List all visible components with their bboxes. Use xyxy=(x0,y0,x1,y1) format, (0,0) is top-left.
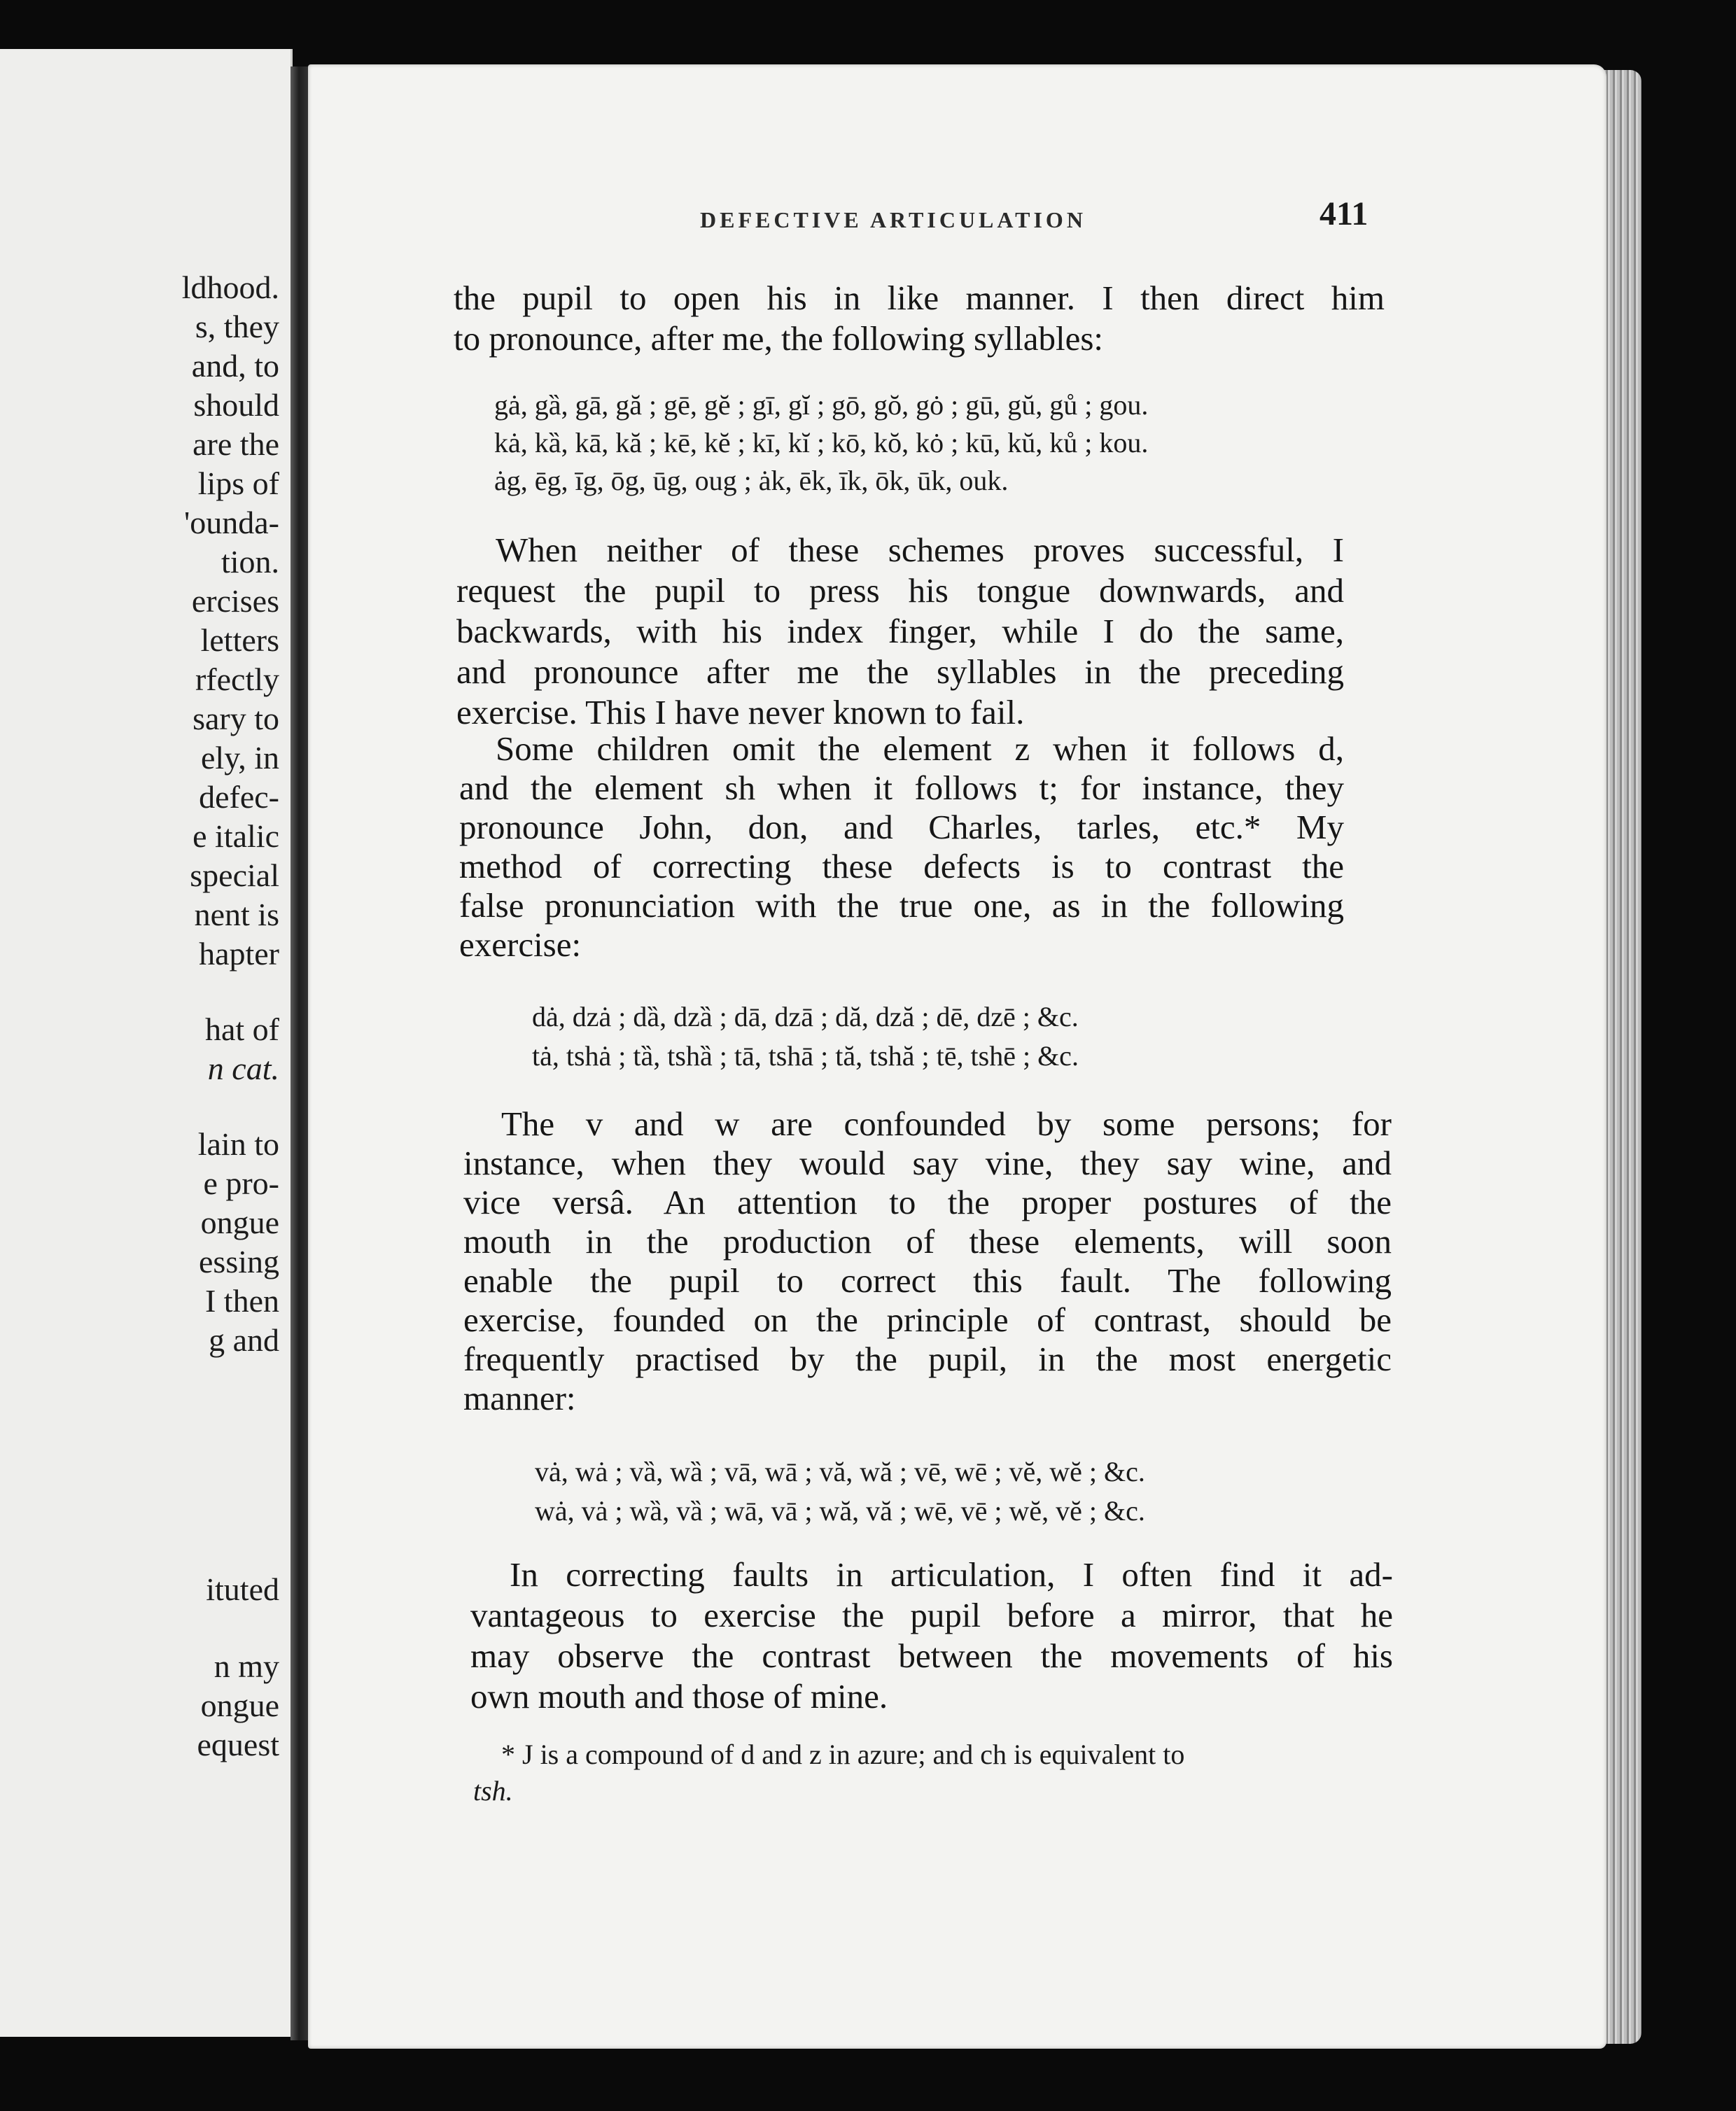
text-line: exercise. This I have never known to fail. xyxy=(456,693,1025,731)
text-line: manner: xyxy=(463,1379,576,1417)
left-page-line: equest xyxy=(197,1727,279,1762)
text-line: When neither of these schemes proves successful, I xyxy=(496,531,1344,569)
footnote-line: tsh. xyxy=(473,1775,513,1807)
syllable-row: vȧ, wȧ ; vȁ, wȁ ; vā, wā ; vă, wă ; vē, wē ; vĕ, wĕ ; &c. xyxy=(535,1456,1145,1487)
left-page-line: tion. xyxy=(220,544,279,580)
left-page-line: I then xyxy=(204,1283,279,1319)
left-page-line: sary to xyxy=(192,701,279,736)
text-line: and the element sh when it follows t; for instance, they xyxy=(459,769,1344,807)
left-page-line: ercises xyxy=(191,583,279,619)
left-page xyxy=(0,49,293,2037)
left-page-line: s, they xyxy=(195,309,279,344)
text-line: method of correcting these defects is to contrast the xyxy=(459,847,1344,885)
left-page-line: g and xyxy=(209,1322,279,1358)
page-edges xyxy=(1603,70,1642,2044)
syllable-row: tȧ, tshȧ ; tȁ, tshȁ ; tā, tshā ; tă, tshă ; tē, tshē ; &c. xyxy=(532,1040,1079,1072)
text-line: enable the pupil to correct this fault. The following xyxy=(463,1261,1392,1300)
text-line: frequently practised by the pupil, in the most energetic xyxy=(463,1340,1392,1378)
syllable-row: wȧ, vȧ ; wȁ, vȁ ; wā, vā ; wă, vă ; wē, vē ; wĕ, vĕ ; &c. xyxy=(535,1495,1145,1527)
left-page-line: 'ounda- xyxy=(183,505,279,540)
left-page-line: hapter xyxy=(199,936,279,972)
text-line: mouth in the production of these elements, will soon xyxy=(463,1222,1392,1261)
text-line: to pronounce, after me, the following syllables: xyxy=(454,319,1104,358)
syllable-row: gȧ, gȁ, gā, gă ; gē, gĕ ; gī, gĭ ; gō, gŏ, gȯ ; gū, gŭ, gů ; gou. xyxy=(494,389,1149,421)
page-number: 411 xyxy=(1320,195,1368,232)
text-line: exercise, founded on the principle of contrast, should be xyxy=(463,1300,1392,1339)
left-page-line: ongue xyxy=(200,1205,279,1240)
left-page-line: ldhood. xyxy=(181,269,279,305)
left-page-line: and, to xyxy=(191,348,279,384)
footnote-line: * J is a compound of d and z in azure; and ch is equivalent to xyxy=(501,1739,1185,1770)
left-page-line: rfectly xyxy=(195,661,279,697)
left-page-line: e italic xyxy=(192,818,279,854)
left-page-line: essing xyxy=(199,1244,279,1279)
text-line: request the pupil to press his tongue downwards, and xyxy=(456,571,1344,610)
text-line: may observe the contrast between the movements of his xyxy=(470,1636,1393,1675)
running-head: DEFECTIVE ARTICULATION xyxy=(700,207,1086,232)
text-line: The v and w are confounded by some persons; for xyxy=(501,1104,1392,1143)
text-line: and pronounce after me the syllables in the preceding xyxy=(456,652,1344,691)
left-page-line: should xyxy=(193,387,279,423)
text-line: own mouth and those of mine. xyxy=(470,1677,888,1716)
left-page-line: n cat. xyxy=(207,1051,279,1086)
text-line: the pupil to open his in like manner. I then direct him xyxy=(454,279,1385,317)
left-page-line: ely, in xyxy=(201,740,279,776)
text-line: pronounce John, don, and Charles, tarles, etc.* My xyxy=(459,808,1344,846)
left-page-line: special xyxy=(190,857,279,893)
left-page-line: ongue xyxy=(200,1688,279,1723)
text-line: In correcting faults in articulation, I often find it ad- xyxy=(510,1555,1393,1594)
syllable-row: ȧg, ēg, īg, ōg, ūg, oug ; ȧk, ēk, īk, ōk, ūk, ouk. xyxy=(494,465,1009,496)
text-line: exercise: xyxy=(459,925,582,964)
left-page-line: letters xyxy=(200,622,279,658)
syllable-row: kȧ, kȁ, kā, kă ; kē, kĕ ; kī, kĭ ; kō, kŏ, kȯ ; kū, kŭ, ků ; kou. xyxy=(494,427,1149,458)
text-line: false pronunciation with the true one, as in the following xyxy=(459,886,1344,925)
text-line: vice versâ. An attention to the proper postures of the xyxy=(463,1183,1392,1221)
syllable-row: dȧ, dzȧ ; dȁ, dzȁ ; dā, dzā ; dă, dză ; dē, dzē ; &c. xyxy=(532,1001,1079,1032)
left-page-line: defec- xyxy=(199,779,279,815)
left-page-line: n my xyxy=(214,1648,279,1684)
left-page-line: are the xyxy=(192,426,279,462)
left-page-line: hat of xyxy=(204,1011,279,1047)
left-page-line: ituted xyxy=(206,1571,279,1607)
left-page-line: nent is xyxy=(194,897,279,932)
left-page-line: lain to xyxy=(197,1126,279,1162)
text-line: instance, when they would say vine, they say wine, and xyxy=(463,1144,1392,1182)
text-line: vantageous to exercise the pupil before a mirror, that he xyxy=(470,1596,1393,1634)
text-line: Some children omit the element z when it follows d, xyxy=(496,729,1344,768)
text-line: backwards, with his index finger, while I do the same, xyxy=(456,612,1344,650)
left-page-line: e pro- xyxy=(203,1165,279,1201)
left-page-line: lips of xyxy=(197,465,279,501)
